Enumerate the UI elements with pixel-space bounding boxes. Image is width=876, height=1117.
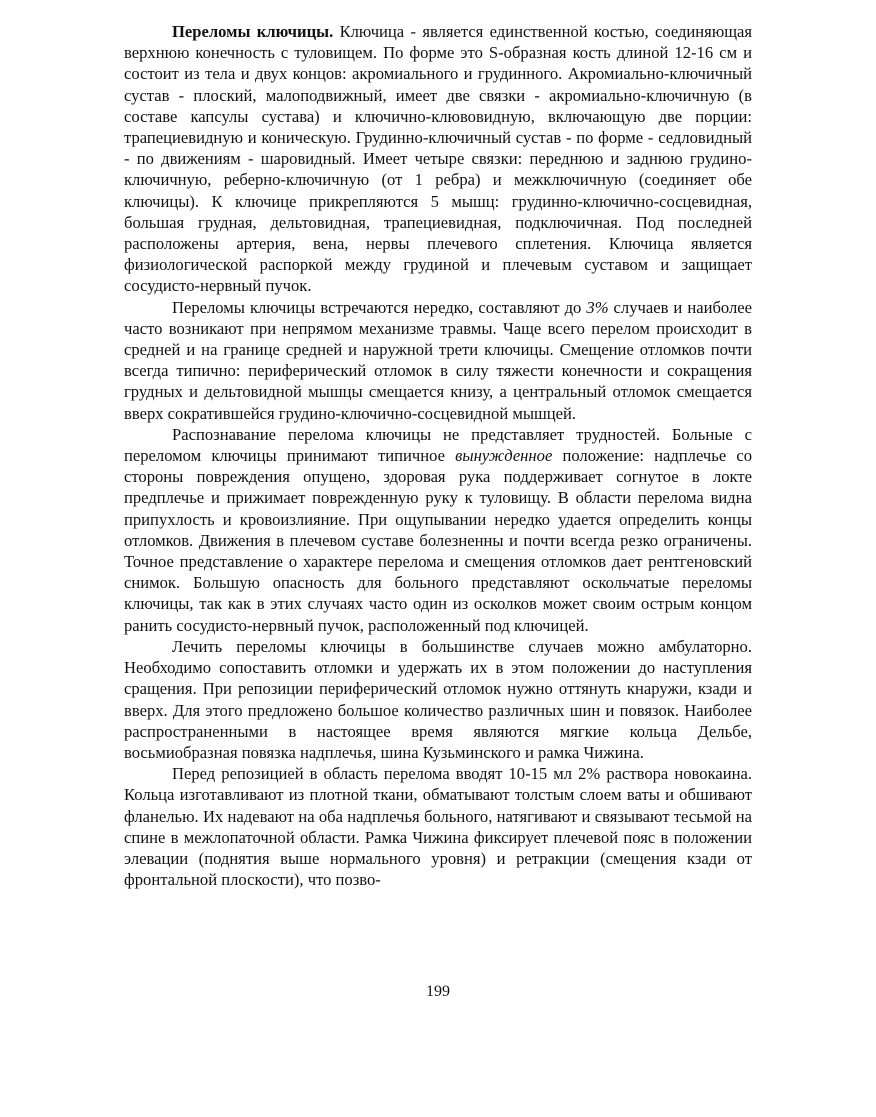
paragraph-2-text-a: Переломы ключицы встречаются нередко, составляют до	[172, 297, 587, 317]
paragraph-3	[124, 424, 752, 636]
percent-emphasis: 3%	[586, 297, 609, 317]
paragraph-3-text-b: положение: надплечье со стороны повреждения опущено, здоровая рука поддерживает согнутое в локте предплечье и прижимает поврежденную руку к туловищу. В области перелома видна припухлость и кровоизлияние. При ощупывании нередко удается определить концы отломков. Движения в плечевом суставе болезненны и почти всегда резко ограничены. Точное представление о характере перелома и смещения отломков дает рентгеновский снимок. Большую опасность для больного представляют оскольчатые переломы ключицы, так как в этих случаях часто один из осколков может своим острым концом ранить сосудисто-нервный пучок, расположенный под ключицей.	[124, 446, 753, 635]
page-body	[124, 21, 752, 890]
forced-position-emphasis: вынужденное	[455, 446, 553, 466]
paragraph-2	[124, 297, 752, 424]
paragraph-1-text: Ключица - является единственной костью, соединяющая верхнюю конечность с туловищем. По форме это S-образная кость длиной 12-16 см и состоит из тела и двух концов: акромиального и грудинного. Акромиально-ключичный сустав - плоский, малоподвижный, имеет две связки - акромиально-ключичную (в составе капсулы сустава) и ключично-клювовидную, включающую две порции: трапециевидную и коническую. Грудинно-ключичный сустав - по форме - седловидный - по движениям - шаровидный. Имеет четыре связки: переднюю и заднюю грудино-ключичную, реберно-ключичную (от 1 ребра) и межключичную (соединяет обе ключицы). К ключице прикрепляются 5 мышц: грудинно-ключично-сосцевидная, большая грудная, дельтовидная, трапециевидная, подключичная. Под последней расположены артерия, вена, нервы плечевого сплетения. Ключица является физиологической распоркой между грудиной и плечевым суставом и защищает сосудисто-нервный пучок.	[124, 22, 752, 296]
paragraph-5-text: Перед репозицией в область перелома вводят 10-15 мл 2% раствора новокаина. Кольца изготавливают из плотной ткани, обматывают толстым слоем ваты и обшивают фланелью. Их надевают на оба надплечья больного, натягивают и связывают тесьмой на спине в межлопаточной области. Рамка Чижина фиксирует плечевой пояс в положении элевации (поднятия выше нормального уровня) и ретракции (смещения кзади от фронтальной плоскости), что позво-	[124, 764, 752, 890]
paragraph-3-text-a: Распознавание перелома ключицы не представляет трудностей. Больные с переломом ключицы принимают типичное	[124, 424, 752, 466]
paragraph-4	[124, 636, 752, 763]
paragraph-2-text-b: случаев и наиболее часто возникают при непрямом механизме травмы. Чаще всего перелом происходит в средней и на границе средней и наружной трети ключицы. Смещение отломков почти всегда типично: периферический отломок в силу тяжести конечности и сокращения грудных и дельтовидной мышцы смещается книзу, а центральный отломок смещается вверх сократившейся грудино-ключично-сосцевидной мышцей.	[124, 297, 753, 423]
paragraph-5	[124, 763, 752, 890]
paragraph-1	[124, 21, 752, 297]
paragraph-4-text: Лечить переломы ключицы в большинстве случаев можно амбулаторно. Необходимо сопоставить отломки и удержать их в этом положении до наступления сращения. При репозиции периферический отломок нужно оттянуть кнаружи, кзади и вверх. Для этого предложено большое количество различных шин и повязок. Наиболее распространенными в настоящее время являются мягкие кольца Дельбе, восьмиобразная повязка надплечья, шина Кузьминского и рамка Чижина.	[124, 636, 752, 762]
section-heading: Переломы ключицы.	[172, 22, 334, 41]
page-number: 199	[426, 983, 450, 1000]
